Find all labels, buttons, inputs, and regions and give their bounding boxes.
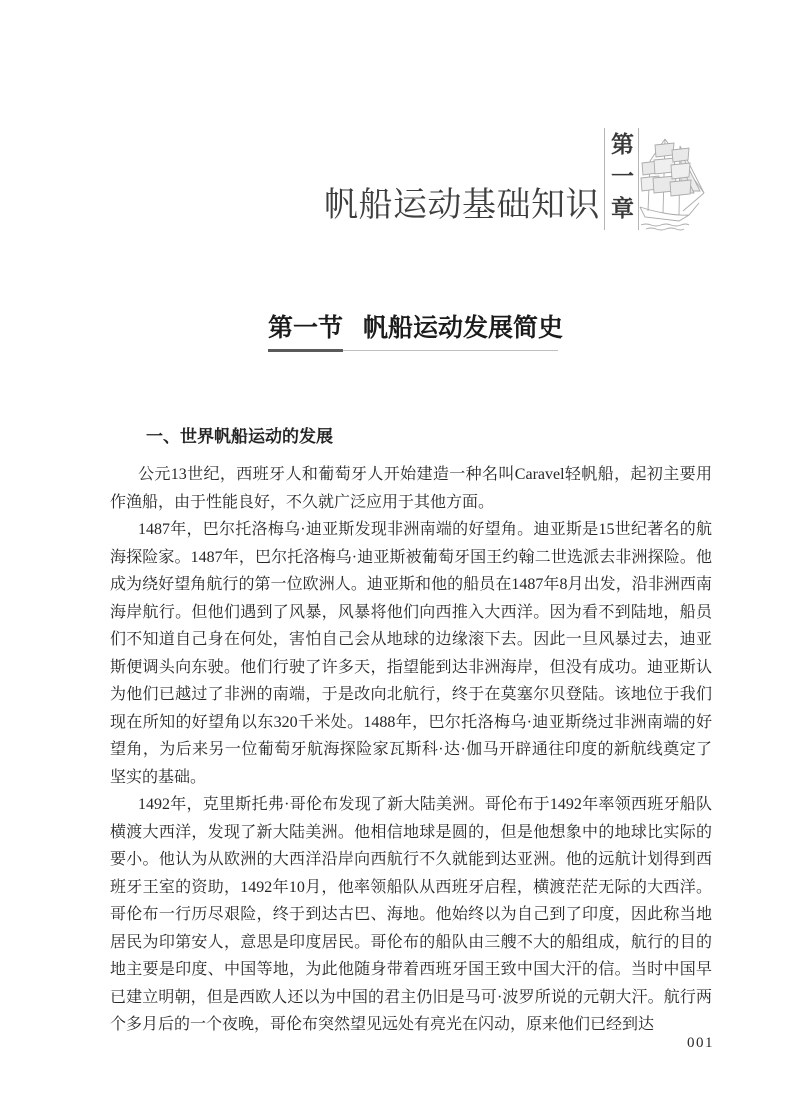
section-underline-accent <box>268 349 343 352</box>
section-title: 帆船运动发展简史 <box>363 315 564 342</box>
chapter-divider-line-left <box>604 128 605 230</box>
section-label: 第一节 <box>268 315 344 342</box>
paragraph-1: 公元13世纪，西班牙人和葡萄牙人开始建造一种名叫Caravel轻帆船，起初主要用作渔船，由于性能良好，不久就广泛应用于其他方面。 <box>110 466 712 511</box>
chapter-marker: 第一章 <box>608 132 634 228</box>
chapter-title: 帆船运动基础知识 <box>324 185 600 224</box>
sailing-ship-icon <box>639 133 705 231</box>
subsection-heading: 一、世界帆船运动的发展 <box>146 427 333 446</box>
paragraph-2: 1487年，巴尔托洛梅乌·迪亚斯发现非洲南端的好望角。迪亚斯是15世纪著名的航海探险家。1487年，巴尔托洛梅乌·迪亚斯被葡萄牙国王约翰二世选派去非洲探险。他成为绕好望角航行的第一位欧洲人。迪亚斯和他的船员在1487年8月出发，沿非洲西南海岸航行。但他们遇到了风暴，风暴将他们向西推入大西洋。因为看不到陆地，船员们不知道自己身在何处，害怕自己会从地球的边缘滚下去。因此一旦风暴过去，迪亚斯便调头向东驶。他们行驶了许多天，指望能到达非洲海岸，但没有成功。迪亚斯认为他们已越过了非洲的南端，于是改向北航行，终于在莫塞尔贝登陆。该地位于我们现在所知的好望角以东320千米处。1488年，巴尔托洛梅乌·迪亚斯绕过非洲南端的好望角，为后来另一位葡萄牙航海探险家瓦斯科·达·伽马开辟通往印度的新航线奠定了坚实的基础。 <box>110 521 712 786</box>
page-number: 001 <box>687 1035 714 1051</box>
section-heading <box>268 312 563 353</box>
page-body <box>110 426 712 1039</box>
section-underline-thin <box>343 350 558 351</box>
section-title-line <box>268 312 563 346</box>
paragraph-3: 1492年，克里斯托弗·哥伦布发现了新大陆美洲。哥伦布于1492年率领西班牙船队横渡大西洋，发现了新大陆美洲。他相信地球是圆的，但是他想象中的地球比实际的要小。他认为从欧洲的大西洋沿岸向西航行不久就能到达亚洲。他的远航计划得到西班牙王室的资助，1492年10月，他率领船队从西班牙启程，横渡茫茫无际的大西洋。哥伦布一行历尽艰险，终于到达古巴、海地。他始终以为自己到了印度，因此称当地居民为印第安人，意思是印度居民。哥伦布的船队由三艘不大的船组成，航行的目的地主要是印度、中国等地，为此他随身带着西班牙国王致中国大汗的信。当时中国早已建立明朝，但是西欧人还以为中国的君主仍旧是马可·波罗所说的元朝大汗。航行两个多月后的一个夜晚，哥伦布突然望见远处有亮光在闪动，原来他们已经到达 <box>110 796 712 1033</box>
section-underline <box>268 349 558 353</box>
